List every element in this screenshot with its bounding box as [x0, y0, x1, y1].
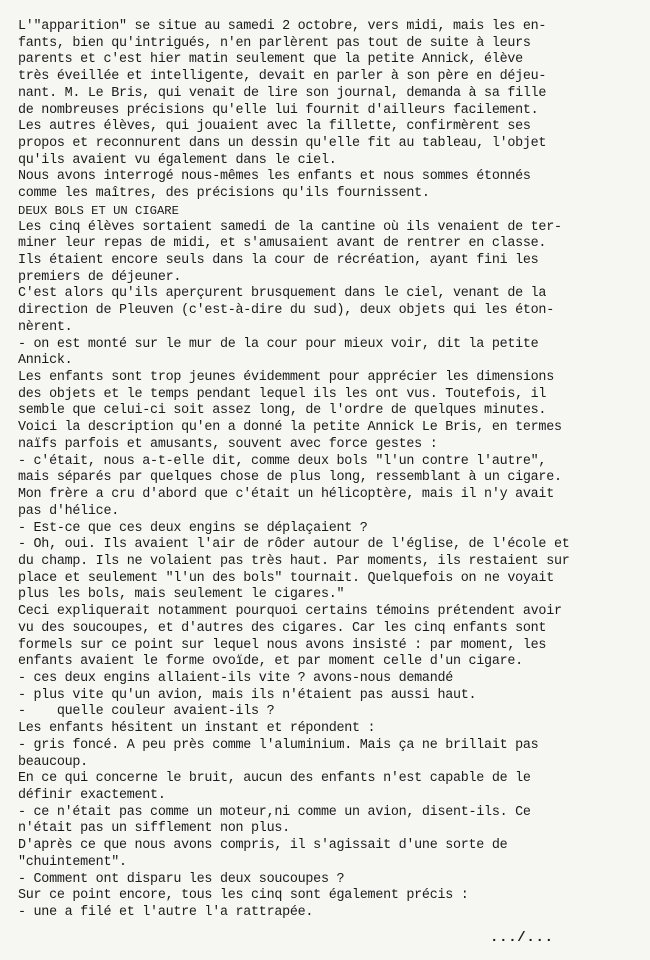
text-line: place et seulement "l'un des bols" tournait. Quelquefois on ne voyait [18, 570, 554, 586]
text-line: direction de Pleuven (c'est-à-dire du sud), deux objets qui les éton- [18, 303, 554, 319]
text-line: Nous avons interrogé nous-mêmes les enfants et nous sommes étonnés [18, 169, 531, 185]
text-line: n'était pas un sifflement non plus. [18, 821, 290, 837]
text-line: Les cinq élèves sortaient samedi de la cantine où ils venaient de ter- [18, 219, 562, 235]
text-line: enfants avaient le forme ovoïde, et par moment celle d'un cigare. [18, 654, 523, 670]
text-line: fants, bien qu'intrigués, n'en parlèrent pas tout de suite à leurs [18, 35, 531, 51]
text-line: de nombreuses précisions qu'elle lui fournit d'ailleurs facilement. [18, 102, 539, 118]
text-line: C'est alors qu'ils aperçurent brusquement dans le ciel, venant de la [18, 286, 547, 302]
text-line: En ce qui concerne le bruit, aucun des enfants n'est capable de le [18, 771, 531, 787]
text-line: pas d'hélice. [18, 503, 119, 519]
text-line: "chuintement". [18, 854, 127, 870]
text-line: - une a filé et l'autre l'a rattrapée. [18, 905, 314, 920]
text-line: - on est monté sur le mur de la cour pour mieux voir, dit la petite [18, 336, 539, 352]
text-line: très éveillée et intelligente, devait en parler à son père en déjeu- [18, 69, 547, 85]
text-line: nant. M. Le Bris, qui venait de lire son journal, demanda à sa fille [18, 85, 547, 101]
text-line: définir exactement. [18, 787, 166, 803]
text-line: - Oh, oui. Ils avaient l'air de rôder autour de l'église, de l'école et [18, 537, 570, 553]
text-line: Annick. [18, 353, 73, 369]
text-line: - Est-ce que ces deux engins se déplaçaient ? [18, 520, 368, 536]
text-line: miner leur repas de midi, et s'amusaient avant de rentrer en classe. [18, 236, 547, 252]
text-line: - Comment ont disparu les deux soucoupes ? [18, 871, 345, 887]
text-line: Sur ce point encore, tous les cinq sont également précis : [18, 888, 469, 904]
text-line: semble que celui-ci soit assez long, de l'ordre de quelques minutes. [18, 403, 547, 419]
section-heading: DEUX BOLS ET UN CIGARE [18, 203, 179, 218]
text-line: parents et c'est hier matin seulement que la petite Annick, élève [18, 52, 523, 68]
text-line: propos et reconnurent dans un dessin qu'elle fit au tableau, l'objet [18, 136, 547, 152]
text-line: naïfs parfois et amusants, souvent avec force gestes : [18, 436, 438, 452]
text-line: - ces deux engins allaient-ils vite ? avons-nous demandé [18, 670, 453, 686]
text-line: plus les bols, mais seulement le cigares." [18, 587, 345, 603]
text-line: D'après ce que nous avons compris, il s'agissait d'une sorte de [18, 838, 508, 854]
text-line: L'"apparition" se situe au samedi 2 octobre, vers midi, mais les en- [18, 19, 547, 34]
text-line: - ce n'était pas comme un moteur,ni comme un avion, disent-ils. Ce [18, 804, 531, 820]
text-line: Les enfants hésitent un instant et répondent : [18, 721, 376, 737]
text-line: qu'ils avaient vu également dans le ciel. [18, 152, 337, 168]
text-line: Les autres élèves, qui jouaient avec la fillette, confirmèrent ses [18, 119, 531, 135]
text-line: des objets et le temps pendant lequel ils les ont vus. Toutefois, il [18, 386, 547, 402]
text-line: vu des soucoupes, et d'autres des cigares. Car les cinq enfants sont [18, 620, 547, 636]
text-line: du champ. Ils ne volaient pas très haut. Par moments, ils restaient sur [18, 553, 570, 569]
text-line: - quelle couleur avaient-ils ? [18, 704, 275, 720]
text-line: beaucoup. [18, 754, 88, 770]
continuation-marker: .../... [490, 930, 554, 946]
text-line: premiers de déjeuner. [18, 269, 182, 285]
text-line: - gris foncé. A peu près comme l'aluminium. Mais ça ne brillait pas [18, 737, 539, 753]
text-line: Les enfants sont trop jeunes évidemment pour apprécier les dimensions [18, 370, 554, 386]
text-line: Ceci expliquerait notamment pourquoi certains témoins prétendent avoir [18, 604, 562, 620]
text-line: - c'était, nous a-t-elle dit, comme deux bols "l'un contre l'autre", [18, 453, 547, 469]
text-line: - plus vite qu'un avion, mais ils n'étaient pas aussi haut. [18, 687, 477, 703]
text-line: Mon frère a cru d'abord que c'était un hélicoptère, mais il n'y avait [18, 487, 554, 503]
text-line: nèrent. [18, 319, 73, 335]
text-line: Voici la description qu'en a donné la petite Annick Le Bris, en termes [18, 420, 562, 436]
text-line: formels sur ce point sur lequel nous avons insisté : par moment, les [18, 637, 547, 653]
text-line: mais séparés par quelques chose de plus long, ressemblant à un cigare. [18, 470, 562, 486]
text-line: Ils étaient encore seuls dans la cour de récréation, ayant fini les [18, 253, 539, 269]
text-line: comme les maîtres, des précisions qu'ils fournissent. [18, 186, 430, 202]
